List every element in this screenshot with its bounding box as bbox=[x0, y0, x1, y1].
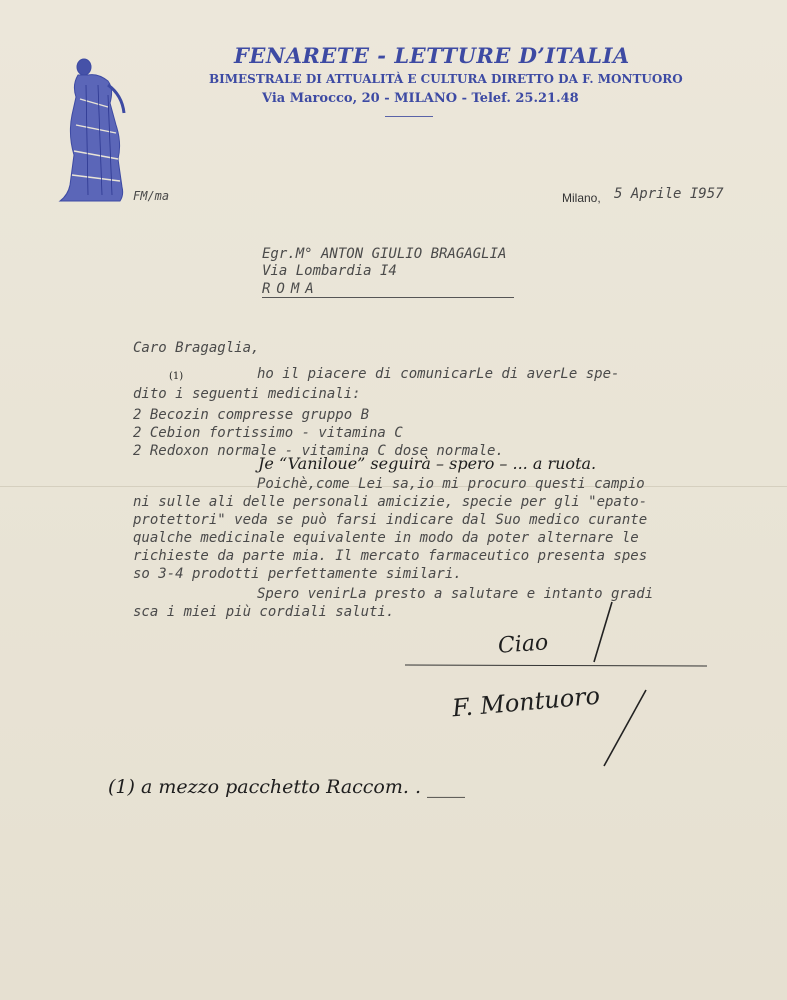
place-label: Milano, bbox=[562, 191, 601, 205]
signature-name: F. Montuoro bbox=[451, 681, 602, 723]
item-2: 2 Cebion fortissimo - vitamina C bbox=[133, 425, 403, 441]
recipient-name: Egr.M° ANTON GIULIO BRAGAGLIA bbox=[262, 246, 507, 262]
letterhead-title: FENARETE - LETTURE D’ITALIA bbox=[234, 43, 630, 68]
letterhead-subtitle: BIMESTRALE DI ATTUALITÀ E CULTURA DIRETTO DA F. MONTUORO bbox=[209, 72, 683, 86]
para2-line-4: qualche medicinale equivalente in modo da poter alternare le bbox=[133, 530, 639, 546]
recipient-city: ROMA bbox=[262, 281, 320, 297]
para2-line-1: Poichè,come Lei sa,io mi procuro questi campio bbox=[257, 476, 645, 492]
salutation: Caro Bragaglia, bbox=[133, 340, 260, 356]
para2-line-2: ni sulle ali delle personali amicizie, specie per gli "epato- bbox=[133, 494, 648, 510]
recipient-street: Via Lombardia I4 bbox=[262, 263, 397, 279]
para3-line-1: Spero venirLa presto a salutare e intanto gradi bbox=[257, 586, 654, 602]
letterhead-rule bbox=[385, 116, 433, 117]
para2-line-6: so 3-4 prodotti perfettamente similari. bbox=[133, 566, 462, 582]
handwritten-insert: Je “Vaniloue” seguirà – spero – ... a ruota. bbox=[258, 454, 597, 473]
item-3: 2 Redoxon normale - vitamina C dose normale. bbox=[133, 443, 504, 459]
footnote-text: (1) a mezzo pacchetto Raccom. . ____ bbox=[108, 776, 466, 798]
signature-greeting: Ciao bbox=[497, 630, 550, 659]
para3-line-2: sca i miei più cordiali saluti. bbox=[133, 604, 395, 620]
address-underline bbox=[262, 297, 514, 298]
item-1: 2 Becozin compresse gruppo B bbox=[133, 407, 370, 423]
letterhead-address: Via Marocco, 20 - MILANO - Telef. 25.21.48 bbox=[262, 91, 579, 106]
statue-logo-icon bbox=[58, 55, 133, 203]
reference-code: FM/ma bbox=[133, 189, 170, 203]
body-line-1: ho il piacere di comunicarLe di averLe spe- bbox=[257, 366, 620, 382]
para2-line-5: richieste da parte mia. Il mercato farmaceutico presenta spes bbox=[133, 548, 648, 564]
signature-stroke bbox=[590, 600, 710, 770]
para2-line-3: protettori" veda se può farsi indicare dal Suo medico curante bbox=[133, 512, 648, 528]
letter-date: 5 Aprile I957 bbox=[614, 186, 724, 202]
footnote-marker: (1) bbox=[169, 371, 184, 382]
body-line-2: dito i seguenti medicinali: bbox=[133, 386, 361, 402]
